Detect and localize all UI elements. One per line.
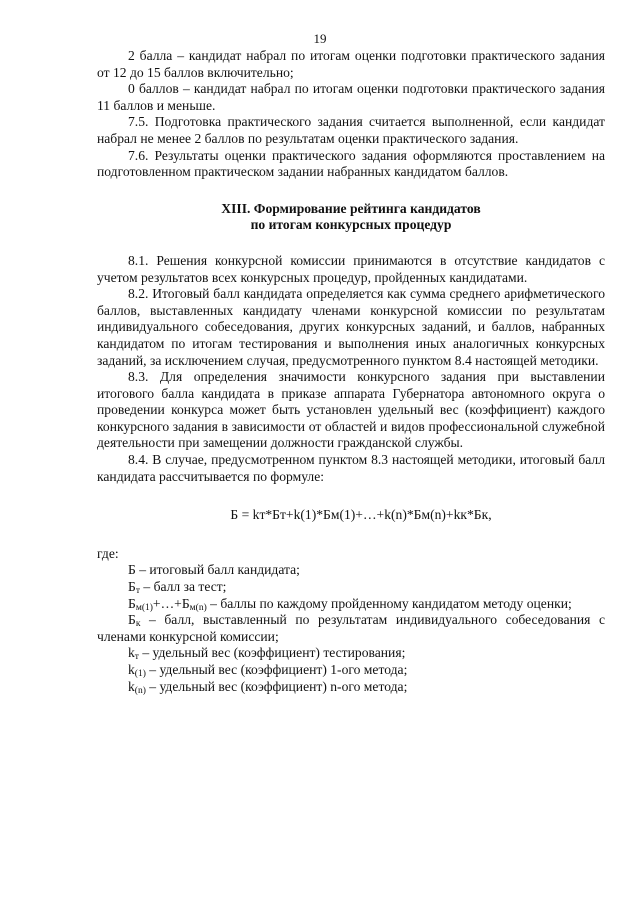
paragraph-0-points: 0 баллов – кандидат набрал по итогам оценки подготовки практического задания 11 баллов и меньше. (97, 81, 605, 113)
definition-method-1-weight: $k_{(1)}$ – удельный вес (коэффициент) 1-ого метода; (128, 662, 408, 679)
paragraph-7-6: 7.6. Результаты оценки практического задания оформляются проставлением на подготовленном практическом задании набранных кандидатом баллов. (97, 147, 605, 180)
paragraph-8-3: 8.3. Для определения значимости конкурсного задания при выставлении итогового балла кандидата в приказе аппарата Губернатора автономного округа о проведении конкурса может быть установлен удельный вес (коэффициент) каждого конкурсного задания в зависимости от областей и видов профессиональной служебной деятельности при замещении должности гражданской службы. (97, 369, 605, 451)
paragraph-8-4: 8.4. В случае, предусмотренном пунктом 8.3 настоящей методики, итоговый балл кандидата рассчитывается по формуле: (97, 452, 605, 484)
document-body (97, 48, 605, 695)
section-heading-line-2: по итогам конкурсных процедур (250, 217, 452, 233)
definition-test-weight: $k_т$ – удельный вес (коэффициент) тестирования; (128, 645, 406, 663)
paragraph-7-5: 7.5. Подготовка практического задания считается выполненной, если кандидат набрал не менее 2 баллов по результатам оценки практического задания. (97, 114, 605, 146)
page-number: 19 (313, 31, 327, 46)
paragraph-2-points: 2 балла – кандидат набрал по итогам оценки подготовки практического задания от 12 до 15 баллов включительно; (97, 48, 605, 80)
definition-test-score: $Б_т$ – балл за тест; (128, 579, 227, 597)
paragraph-8-2: 8.2. Итоговый балл кандидата определяется как сумма среднего арифметического баллов, выставленных кандидату членами конкурсной комиссии по результатам индивидуального собеседования, других конкурсных заданий, и баллов, набранных кандидатом по итогам тестирования и выполнения иных аналогичных конкурсных заданий, за исключением случая, предусмотренного пунктом 8.4 настоящей методики. (97, 286, 605, 368)
section-heading (97, 201, 605, 234)
definition-method-n-weight: $k_{(n)}$ – удельный вес (коэффициент) n-ого метода; (128, 678, 408, 696)
definition-interview-score: $Б_к$ – балл, выставленный по результатам индивидуального собеседования с членами конкурсной комиссии; (97, 612, 605, 644)
definition-total-score: Б – итоговый балл кандидата; (128, 562, 300, 578)
rating-formula: Б = kт*Бт+k(1)*Бм(1)+…+k(n)*Бм(n)+kк*Бк, (230, 507, 492, 523)
definition-method-scores: $Б_{м(1)}+\dots+Б_{м(n)}$ – баллы по каждому пройденному кандидатом методу оценки; (128, 595, 572, 613)
section-heading-line-1: XIII. Формирование рейтинга кандидатов (221, 200, 481, 216)
formula-where-label: где: (97, 545, 119, 561)
paragraph-8-1: 8.1. Решения конкурсной комиссии принимаются в отсутствие кандидатов с учетом результатов всех конкурсных процедур, пройденных кандидатами. (97, 252, 605, 285)
